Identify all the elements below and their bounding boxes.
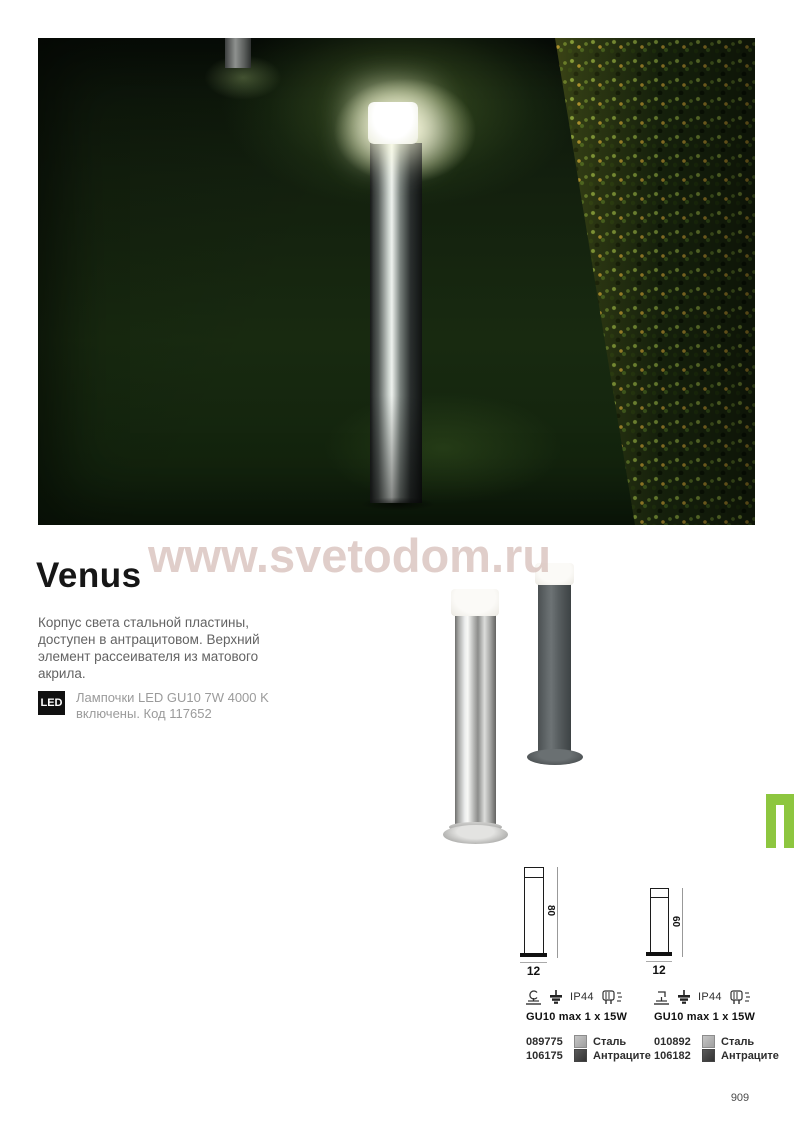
drawing-cap-line — [651, 897, 668, 898]
anthracite-swatch — [702, 1049, 715, 1062]
dimension-drawing-h80 — [524, 867, 584, 979]
drawing-outline — [650, 888, 669, 953]
bollard-steel-column — [370, 143, 422, 503]
led-note — [76, 690, 326, 723]
product-title: Venus — [36, 556, 142, 595]
width-dim-value: 12 — [652, 963, 666, 977]
anthracite-variant-body — [538, 583, 571, 754]
ip-rating: IP44 — [698, 991, 722, 1003]
spec-icons-h60 — [654, 988, 751, 1006]
code-row — [526, 1049, 651, 1062]
codes-h80 — [526, 1035, 651, 1063]
width-dim-line — [520, 962, 547, 963]
ip-rating: IP44 — [570, 991, 594, 1003]
product-description: Корпус света стальной пластины, доступен в антрацитовом. Верхний элемент рассеивателя из матового акрила. — [38, 615, 260, 682]
product-shape-icon — [654, 989, 670, 1005]
drawing-base — [520, 953, 547, 957]
anthracite-variant-base-flange — [527, 749, 583, 765]
bollard-lit-diffuser — [368, 102, 418, 144]
lamp-spec-h80: GU10 max 1 x 15W — [526, 1011, 628, 1023]
article-code: 089775 — [526, 1035, 563, 1048]
anthracite-swatch — [574, 1049, 587, 1062]
width-dim-line — [646, 961, 672, 962]
section-tab — [766, 794, 794, 848]
section-tab-shape — [766, 794, 776, 848]
drawing-outline — [524, 867, 544, 954]
drawing-cap-line — [525, 877, 543, 878]
led-note-line2: включены. Код 117652 — [76, 706, 212, 722]
page-number: 909 — [730, 1092, 750, 1104]
code-row — [526, 1035, 651, 1048]
steel-variant-base-flange — [443, 825, 508, 844]
lamp-spec-h60: GU10 max 1 x 15W — [654, 1011, 756, 1023]
watermark: www.svetodom.ru — [148, 529, 552, 582]
code-row — [654, 1049, 779, 1062]
codes-h60 — [654, 1035, 779, 1063]
steel-variant-diffuser — [451, 589, 499, 616]
distant-bollard — [225, 38, 251, 68]
hero-photo — [38, 38, 755, 525]
color-name: Антраците — [593, 1049, 651, 1062]
width-dim-value: 12 — [526, 964, 541, 978]
article-code: 106175 — [526, 1049, 563, 1062]
product-shape-icon — [526, 989, 542, 1005]
steel-swatch — [702, 1035, 715, 1048]
led-badge: LED — [38, 691, 65, 715]
led-note-line1: Лампочки LED GU10 7W 4000 K — [76, 690, 269, 705]
article-code: 010892 — [654, 1035, 691, 1048]
section-tab-shape — [784, 794, 794, 848]
spec-icons-h80 — [526, 988, 623, 1006]
steel-variant-body — [455, 614, 496, 828]
gu10-lamp-icon — [729, 989, 751, 1006]
height-dim-line — [557, 867, 558, 958]
color-name: Антраците — [721, 1049, 779, 1062]
steel-swatch — [574, 1035, 587, 1048]
height-dim-line — [682, 888, 683, 957]
color-name: Сталь — [721, 1035, 755, 1048]
article-code: 106182 — [654, 1049, 691, 1062]
height-dim-value: 80 — [545, 904, 557, 917]
earth-icon — [677, 989, 691, 1005]
drawing-base — [646, 952, 672, 956]
bollard-ground-shadow — [348, 493, 448, 515]
gu10-lamp-icon — [601, 989, 623, 1006]
code-row — [654, 1035, 779, 1048]
earth-icon — [549, 989, 563, 1005]
height-dim-value: 60 — [670, 915, 682, 928]
color-name: Сталь — [593, 1035, 627, 1048]
dimension-drawing-h60 — [650, 888, 710, 980]
